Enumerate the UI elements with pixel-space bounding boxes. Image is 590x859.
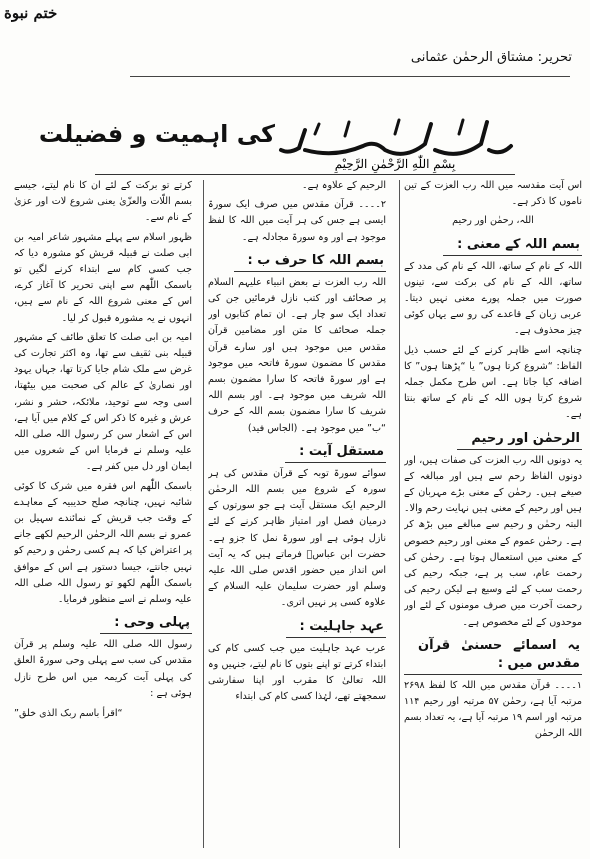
divine-names: اللہ، رحمٰن اور رحیم xyxy=(452,215,534,227)
column-right xyxy=(404,178,582,850)
bismillah-calligraphy xyxy=(275,110,515,174)
column-divider xyxy=(203,180,204,848)
magazine-masthead: ختم نبوة xyxy=(4,4,58,22)
paragraph: یہ دونوں اللہ رب العزت کی صفات ہیں، اور دونوں الفاظ رحم سے ہیں اور مبالغہ کے صیغے ہیں۔ رحمٰن کے معنی بڑے مہربان کے ہیں اور رحیم کے معنی ہیں نہایت رحم والا۔ البتہ رحمٰن و رحیم سے مبالغے میں بڑھ کر ہے۔ رحمٰن عموم کے معنی اور رحیم خصوص کے معنی میں استعمال ہوتا ہے۔ رحمٰن کی رحمت عام، سب پر ہے، جبکہ رحیم کی رحمت سب کے لئے وسیع ہے لیکن رحیم کی رحمت آخرت میں صرف مومنوں کے لئے اور موحدوں کے لئے مخصوص ہے۔ xyxy=(404,454,582,628)
paragraph: باسمک اللّٰھم اس فقرہ میں شرک کا کوئی شائبہ نہیں، چنانچہ صلح حدیبیہ کے معاہدے کے وقت جب قریش کے نمائندے سہیل بن عمرو نے بسم اللہ الرحمٰن الرحیم لکھے جانے پر اعتراض کیا کہ ہم کسی رحمٰن و رحیم کو نہیں جانتے، جیسا دستور ہے اس کے موافق باسمک اللّٰھم لکھو تو رسول اللہ صلی اللہ علیہ وسلم نے اسے منظور فرمایا۔ xyxy=(14,480,192,606)
paragraph: ۱۔۔۔۔ قرآن مقدس میں اللہ کا لفظ ۲۶۹۸ مرتبہ آیا ہے، رحمٰن ۵۷ مرتبہ اور رحیم ۱۱۴ مرتبہ اور اسم ۱۹ مرتبہ آیا ہے، یہ تعداد بسم اللہ الرحمٰن xyxy=(404,679,582,740)
bismillah-text: بِسْمِ اللّٰهِ الرَّحْمٰنِ الرَّحِيْمِ xyxy=(334,157,456,171)
title-words: کی اہمیت و فضیلت xyxy=(38,120,275,148)
subheading: بسم اللہ کا حرف ب : xyxy=(234,252,386,272)
subheading: عہد جاہلیت : xyxy=(286,618,387,638)
subheading: بسم اللہ کے معنی : xyxy=(443,236,582,256)
paragraph: اللہ رب العزت نے بعض انبیاء علیہم السلام پر صحائف اور کتب نازل فرمائیں جن کی تعداد ایک سو چار ہے۔ ان تمام کتابوں اور جملہ صحائف کا متن اور مضامین قرآن مقدس میں موجود ہیں اور سارے قرآن مقدس کا مضمون سورۃ فاتحہ میں موجود ہے اور سورۃ فاتحہ کا سارا مضمون بسم اللہ شریف میں موجود ہے۔ اور بسم اللہ شریف کا سارا مضمون بسم اللہ کے حرف “ب” میں موجود ہے۔ (الجاس فید) xyxy=(208,276,386,434)
column-left xyxy=(14,178,192,850)
paragraph: چنانچہ اسے ظاہر کرنے کے لئے حسب ذیل الفاظ: “شروع کرتا ہوں” یا “پڑھتا ہوں” کا اضافہ کیا جاتا ہے۔ اس طرح مکمل جملہ شروع کرتا ہوں اللہ کے نام کے ساتھ بنتا ہے۔ xyxy=(404,344,582,421)
subheading: یہ اسمائے حسنیٰ قرآن مقدس میں : xyxy=(404,637,582,675)
paragraph: اللہ کے نام کے ساتھ، اللہ کے نام کی مدد کے ساتھ، اللہ کے نام کی برکت سے، تینوں صورت میں جملہ پورے معنی نہیں دیتا۔ عربی زبان کے قاعدے کی رو سے یہاں کوئی چیز محذوف ہے۔ xyxy=(404,260,582,337)
paragraph: عرب عہد جاہلیت میں جب کسی کام کی ابتداء کرتے تو اپنے بتوں کا نام لیتے، جنہیں وہ اللہ تعالیٰ کا مقرب اور اپنا سفارشی سمجھتے تھے، لہٰذا کسی کام کی ابتداء xyxy=(208,642,386,703)
paragraph: کرتے تو برکت کے لئے ان کا نام لیتے، جیسے بسم اللّات والعزّیٰ یعنی شروع لات اور عزیٰ کے نام سے۔ xyxy=(14,180,192,224)
paragraph: الرحیم کے علاوہ ہے۔ xyxy=(302,180,386,191)
paragraph: رسول اللہ صلی اللہ علیہ وسلم پر قرآن مقدس کی سب سے پہلی وحی سورۃ العلق کی پہلی آیت کریمہ میں اس طرح نازل ہوئی ہے : xyxy=(14,639,192,699)
quranic-quote: “اقرأ باسم ربک الذی خلق” xyxy=(14,708,123,720)
column-divider xyxy=(399,180,400,848)
column-middle xyxy=(208,178,386,850)
subheading: الرحمٰن اور رحیم xyxy=(457,430,582,450)
subheading: پہلی وحی : xyxy=(100,614,192,634)
paragraph: ظہور اسلام سے پہلے مشہور شاعر امیہ بن ابی صلت نے قبیلہ قریش کو مشورہ دیا کہ جب کسی کام سے ابتداء کرنے لگیں تو باسمک اللّٰھم سے اپنی تحریر کا آغاز کرے، اس کے معنی شروع اللہ کے نام سے ہیں، انہوں نے یہ مشورہ قبول کر لیا۔ xyxy=(14,231,192,324)
article-title xyxy=(38,110,515,175)
author-line: تحریر: مشتاق الرحمٰن عثمانی xyxy=(410,50,572,65)
header-divider xyxy=(130,76,570,77)
subheading: مستقل آیت : xyxy=(285,443,386,463)
paragraph: اس آیت مقدسہ میں اللہ رب العزت کے تین ناموں کا ذکر ہے۔ xyxy=(404,180,582,208)
paragraph: سوائے سورۃ توبہ کے قرآن مقدس کی ہر سورہ کے شروع میں بسم اللہ الرحمٰن الرحیم ایک مستقل آیت ہے جو سورتوں کے درمیان فصل اور امتیاز ظاہر کرنے کے لئے نازل ہوئی ہے اور سورۃ نمل کا جزو ہے۔ حضرت ابن عباسؓ فرماتے ہیں کہ یہ آیت اس انداز میں حضور اقدس صلی اللہ علیہ وسلم اور حضرت سلیمان علیہ السلام کے علاوہ کسی پر نہیں اتری۔ xyxy=(208,467,386,609)
paragraph: ۲۔۔۔۔ قرآن مقدس میں صرف ایک سورۃ ایسی ہے جس کی ہر آیت میں اللہ کا لفظ موجود ہے اور وہ سورۃ مجادلہ ہے۔ xyxy=(208,199,386,243)
paragraph: امیہ بن ابی صلت کا تعلق طائف کے مشہور قبیلہ بنی ثقیف سے تھا، وہ اکثر تجارت کی غرض سے ملک شام جایا کرتا تھا، جہاں یہود اور نصاریٰ کے عالم کی صحبت میں بیٹھتا، اسی وجہ سے توحید، ملائکہ، حشر و نشر، عرش و غیرہ کا ذکر اس کے کلام میں آیا ہے، اس کے اشعار سن کر رسول اللہ صلی اللہ علیہ وسلم نے فرمایا اس کے شعروں میں ایمان اور دل میں کفر ہے۔ xyxy=(14,331,192,473)
